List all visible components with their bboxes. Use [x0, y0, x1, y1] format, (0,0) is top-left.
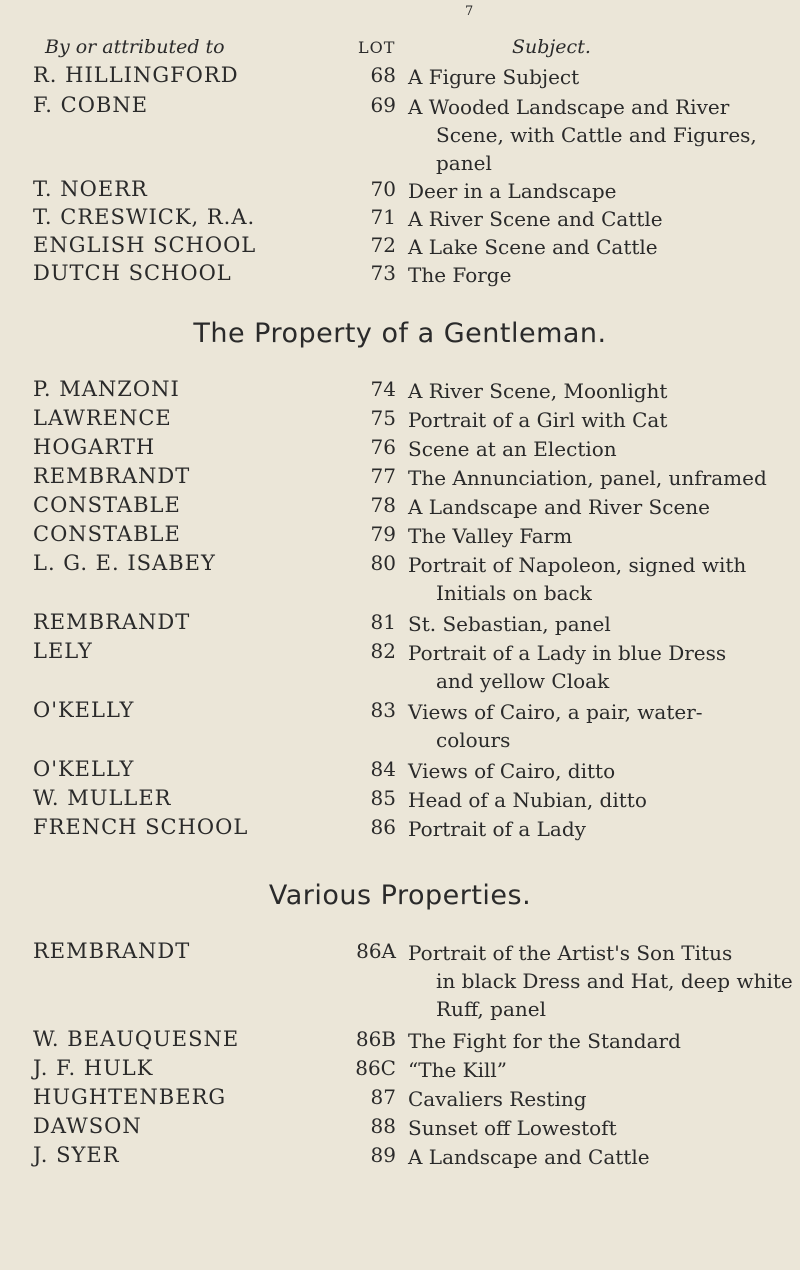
artist-name: F. COBNE	[33, 93, 149, 117]
lot-number: 84	[370, 757, 396, 781]
subject-text: Views of Cairo, ditto	[408, 759, 616, 783]
lot-entry	[0, 698, 800, 752]
artist-name: DAWSON	[33, 1114, 142, 1138]
subject-text: Portrait of Napoleon, signed with Initials on back	[408, 553, 747, 605]
artist-name: W. BEAUQUESNE	[33, 1027, 240, 1051]
artist-name: HOGARTH	[33, 435, 156, 459]
artist-name: FRENCH SCHOOL	[33, 815, 249, 839]
lot-number: 71	[370, 205, 396, 229]
lot-entry	[0, 815, 800, 845]
lot-entry	[0, 1085, 800, 1115]
artist-name: CONSTABLE	[33, 522, 181, 546]
artist-name: HUGHTENBERG	[33, 1085, 227, 1109]
subject-text: “The Kill”	[408, 1058, 507, 1082]
artist-name: O'KELLY	[33, 698, 135, 722]
lot-entry	[0, 1027, 800, 1057]
subject-text: The Fight for the Standard	[408, 1029, 681, 1053]
artist-name: DUTCH SCHOOL	[33, 261, 232, 285]
lot-number: 87	[370, 1085, 396, 1109]
artist-name: CONSTABLE	[33, 493, 181, 517]
lot-number: 75	[370, 406, 396, 430]
lot-entry	[0, 786, 800, 816]
artist-name: W. MULLER	[33, 786, 172, 810]
lot-number: 78	[370, 493, 396, 517]
subject-text: Cavaliers Resting	[408, 1087, 587, 1111]
lot-number: 86A	[356, 939, 396, 963]
subject-text: St. Sebastian, panel	[408, 612, 611, 636]
subject-text: Portrait of the Artist's Son Titus in black Dress and Hat, deep white Ruff, panel	[408, 941, 793, 1021]
subject-text: A Landscape and River Scene	[408, 495, 711, 519]
lot-entry	[0, 233, 800, 263]
subject-column-header: Subject.	[512, 36, 591, 58]
artist-name: R. HILLINGFORD	[33, 63, 239, 87]
artist-name: T. NOERR	[33, 177, 148, 201]
artist-name: LELY	[33, 639, 93, 663]
lot-number: 73	[370, 261, 396, 285]
lot-number: 86C	[355, 1056, 396, 1080]
subject-text: A Wooded Landscape and River Scene, with Cattle and Figures, panel	[408, 95, 757, 175]
section-title: The Property of a Gentleman.	[193, 318, 607, 349]
artist-column-header: By or attributed to	[45, 36, 225, 58]
page-number: 7	[465, 4, 474, 19]
lot-entry	[0, 377, 800, 407]
lot-number: 82	[370, 639, 396, 663]
lot-entry	[0, 435, 800, 465]
lot-entry	[0, 177, 800, 207]
lot-number: 88	[370, 1114, 396, 1138]
lot-entry	[0, 522, 800, 552]
subject-text: Portrait of a Lady in blue Dress and yellow Cloak	[408, 641, 727, 693]
lot-number: 89	[370, 1143, 396, 1167]
lot-entry	[0, 1143, 800, 1173]
lot-number: 86	[370, 815, 396, 839]
artist-name: REMBRANDT	[33, 464, 191, 488]
artist-name: T. CRESWICK, R.A.	[33, 205, 256, 229]
section-title: Various Properties.	[268, 880, 532, 911]
subject-text: Views of Cairo, a pair, water- colours	[408, 700, 703, 752]
lot-number: 76	[370, 435, 396, 459]
artist-name: REMBRANDT	[33, 939, 191, 963]
artist-name: P. MANZONI	[33, 377, 180, 401]
lot-number: 74	[370, 377, 396, 401]
subject-text: A River Scene and Cattle	[408, 207, 663, 231]
lot-number: 68	[370, 63, 396, 87]
lot-number: 77	[370, 464, 396, 488]
subject-text: A River Scene, Moonlight	[408, 379, 668, 403]
subject-text: Deer in a Landscape	[408, 179, 617, 203]
artist-name: O'KELLY	[33, 757, 135, 781]
lot-entry	[0, 1114, 800, 1144]
subject-text: A Landscape and Cattle	[408, 1145, 650, 1169]
subject-text: Scene at an Election	[408, 437, 617, 461]
lot-entry	[0, 63, 800, 93]
lot-number: 80	[370, 551, 396, 575]
lot-number: 85	[370, 786, 396, 810]
artist-name: ENGLISH SCHOOL	[33, 233, 257, 257]
lot-entry	[0, 261, 800, 291]
lot-entry	[0, 610, 800, 640]
lot-entry	[0, 1056, 800, 1086]
lot-number: 79	[370, 522, 396, 546]
subject-text: A Figure Subject	[408, 65, 580, 89]
lot-entry	[0, 93, 800, 175]
lot-entry	[0, 205, 800, 235]
subject-text: The Annunciation, panel, unframed	[408, 466, 767, 490]
lot-number: 70	[370, 177, 396, 201]
subject-text: The Forge	[408, 263, 512, 287]
artist-name: REMBRANDT	[33, 610, 191, 634]
lot-entry	[0, 551, 800, 605]
lot-number: 83	[370, 698, 396, 722]
subject-text: Sunset off Lowestoft	[408, 1116, 617, 1140]
subject-text: A Lake Scene and Cattle	[408, 235, 658, 259]
artist-name: J. SYER	[33, 1143, 120, 1167]
subject-text: Portrait of a Lady	[408, 817, 586, 841]
lot-column-header: LOT	[358, 38, 396, 57]
artist-name: LAWRENCE	[33, 406, 172, 430]
subject-text: Portrait of a Girl with Cat	[408, 408, 668, 432]
lot-entry	[0, 464, 800, 494]
subject-text: Head of a Nubian, ditto	[408, 788, 647, 812]
lot-entry	[0, 406, 800, 436]
subject-text: The Valley Farm	[408, 524, 573, 548]
lot-entry	[0, 757, 800, 787]
lot-number: 81	[370, 610, 396, 634]
artist-name: J. F. HULK	[33, 1056, 154, 1080]
lot-number: 72	[370, 233, 396, 257]
artist-name: L. G. E. ISABEY	[33, 551, 216, 575]
lot-entry	[0, 939, 800, 1021]
lot-entry	[0, 639, 800, 693]
lot-entry	[0, 493, 800, 523]
lot-number: 69	[370, 93, 396, 117]
lot-number: 86B	[355, 1027, 396, 1051]
